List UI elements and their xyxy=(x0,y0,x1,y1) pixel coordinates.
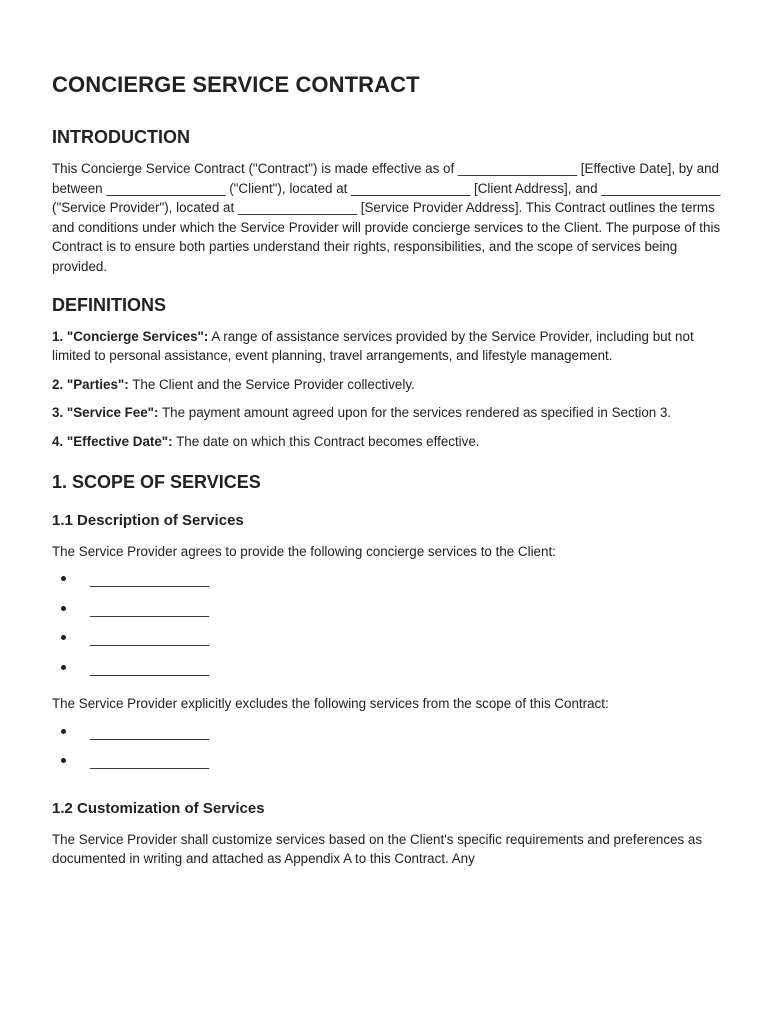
customization-text: The Service Provider shall customize services based on the Client's specific requirements and preferences as documented in writing and attached as Appendix A to this Contract. Any xyxy=(52,831,703,867)
list-item: ________________ xyxy=(52,723,724,753)
introduction-heading: INTRODUCTION xyxy=(52,127,190,147)
definition-text: The date on which this Contract becomes effective. xyxy=(172,433,480,449)
definition-text: The payment amount agreed upon for the services rendered as specified in Section 3. xyxy=(158,405,672,421)
list-item: ________________ xyxy=(52,752,724,782)
definition-text: A range of assistance services provided by the Service Provider, including but not limited to personal assistance, event planning, travel arrangements, and lifestyle management. xyxy=(52,328,694,364)
list-item: ________________ xyxy=(52,659,724,689)
definition-item xyxy=(52,403,724,423)
document-title: CONCIERGE SERVICE CONTRACT xyxy=(52,72,420,97)
description-heading: 1.1 Description of Services xyxy=(52,511,244,529)
definition-term: 3. "Service Fee": xyxy=(52,405,159,421)
definition-text: The Client and the Service Provider collectively. xyxy=(128,376,415,392)
definitions-heading: DEFINITIONS xyxy=(52,294,167,315)
description-intro: The Service Provider agrees to provide the following concierge services to the Client: xyxy=(52,543,556,559)
document-page xyxy=(52,70,724,878)
definition-term: 1. "Concierge Services": xyxy=(52,328,209,344)
definition-item xyxy=(52,327,724,366)
exclusion-intro: The Service Provider explicitly excludes the following services from the scope of this Contract: xyxy=(52,696,609,712)
list-item: ________________ xyxy=(52,629,724,659)
list-item: ________________ xyxy=(52,570,724,600)
definition-item xyxy=(52,375,724,395)
definition-term: 2. "Parties": xyxy=(52,376,129,392)
customization-heading: 1.2 Customization of Services xyxy=(52,799,265,817)
definition-term: 4. "Effective Date": xyxy=(52,433,173,449)
introduction-text: This Concierge Service Contract ("Contract") is made effective as of ________________ [Effective Date], by and between ________________ ("Client"), located at ________________ [Client Address], and ________________ ("Service Provider"), located at ________________ [Service Provider Address]. This Contract outlines the terms and conditions under which the Service Provider will provide concierge services to the Client. The purpose of this Contract is to ensure both parties understand their rights, responsibilities, and the scope of services being provided. xyxy=(52,161,721,274)
list-item: ________________ xyxy=(52,600,724,630)
excluded-services-list xyxy=(52,723,724,782)
included-services-list xyxy=(52,570,724,688)
definition-item xyxy=(52,432,724,452)
scope-heading: 1. SCOPE OF SERVICES xyxy=(52,471,261,492)
